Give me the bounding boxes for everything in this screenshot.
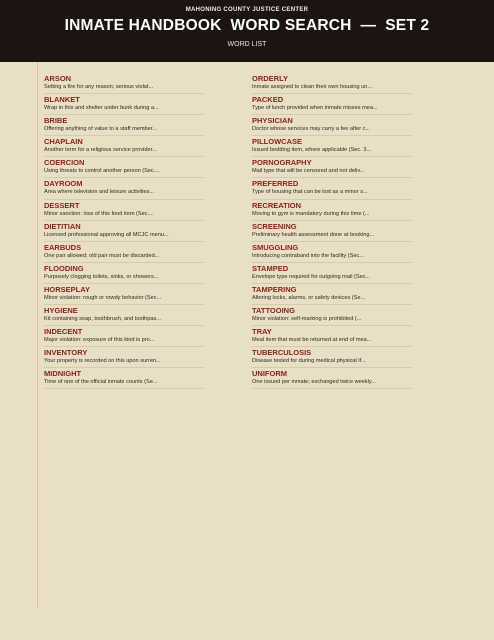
word-clue: Minor violation: rough or rowdy behavior (Sec... <box>44 294 162 301</box>
word-clue: One pair allowed; old pair must be discarded... <box>44 252 160 259</box>
word-term: HYGIENE <box>44 306 78 316</box>
word-term: SMUGGLING <box>252 242 299 252</box>
word-term: PACKED <box>252 95 284 105</box>
word-clue: Altering locks, alarms, or safety devices (Se... <box>252 294 366 301</box>
word-entry <box>252 284 412 305</box>
word-term: PREFERRED <box>252 179 299 189</box>
word-entry <box>44 178 204 199</box>
word-term: UNIFORM <box>252 369 287 379</box>
word-term: BLANKET <box>44 95 80 105</box>
word-entry <box>44 136 204 157</box>
word-clue: Meal item that must be returned at end of mea... <box>252 337 372 344</box>
word-entry <box>252 178 412 199</box>
word-term: SCREENING <box>252 221 297 231</box>
word-term: INDECENT <box>44 327 83 337</box>
word-term: TATTOOING <box>252 306 295 316</box>
word-clue: Preliminary health assessment done at booking... <box>252 231 375 238</box>
word-entry <box>252 326 412 347</box>
word-entry <box>252 347 412 368</box>
word-entry <box>252 136 412 157</box>
word-entry <box>44 73 204 94</box>
word-term: COERCION <box>44 158 85 168</box>
word-entry <box>252 73 412 94</box>
word-clue: Disease tested for during medical physical if... <box>252 358 366 365</box>
word-clue: Minor violation: self-marking is prohibited (... <box>252 316 362 323</box>
word-clue: Mail type that will be censored and not deliv... <box>252 168 365 175</box>
word-clue: Using threats to control another person (Sec.... <box>44 168 160 175</box>
word-term: EARBUDS <box>44 242 82 252</box>
page-subtitle: WORD LIST <box>227 41 267 48</box>
left-margin-rule <box>37 62 38 608</box>
word-clue: Issued bedding item, where applicable (Sec. 3... <box>252 147 372 154</box>
word-clue: Offering anything of value to a staff member... <box>44 126 157 133</box>
word-clue: Minor sanction: loss of this food item (Sec.... <box>44 210 154 217</box>
word-clue: Time of one of the official inmate counts (Se... <box>44 379 158 386</box>
word-entry <box>44 347 204 368</box>
word-term: CHAPLAIN <box>44 137 83 147</box>
word-entry <box>252 242 412 263</box>
word-term: HORSEPLAY <box>44 284 90 294</box>
word-term: DAYROOM <box>44 179 83 189</box>
page-title: INMATE HANDBOOK WORD SEARCH — SET 2 <box>64 17 430 34</box>
word-term: PHYSICIAN <box>252 116 293 126</box>
word-clue: Your property is recorded on this upon surren... <box>44 358 161 365</box>
word-clue: Purposely clogging toilets, sinks, or showers... <box>44 273 159 280</box>
word-entry <box>44 305 204 326</box>
word-clue: Envelope type required for outgoing mail (Sec... <box>252 273 371 280</box>
word-term: TAMPERING <box>252 284 297 294</box>
word-term: INVENTORY <box>44 348 88 358</box>
word-clue: Major violation: exposure of this kind is pro... <box>44 337 155 344</box>
word-entry <box>44 157 204 178</box>
word-entry <box>252 115 412 136</box>
word-entry <box>44 284 204 305</box>
word-term: ARSON <box>44 74 72 83</box>
word-term: MIDNIGHT <box>44 369 82 379</box>
word-term: PORNOGRAPHY <box>252 158 312 168</box>
word-term: DESSERT <box>44 200 80 210</box>
page-header <box>0 0 494 62</box>
word-clue: Another term for a religious service provider... <box>44 147 157 154</box>
word-list-right-column <box>252 73 412 389</box>
word-clue: Introducing contraband into the facility (Sec... <box>252 252 364 259</box>
word-clue: Inmate assigned to clean their own housing un... <box>252 84 373 90</box>
word-clue: Area where television and leisure activities... <box>44 189 155 196</box>
word-clue: Setting a fire for any reason; serious violat... <box>44 84 154 90</box>
word-entry <box>252 305 412 326</box>
word-list-left-column <box>44 73 204 389</box>
word-term: DIETITIAN <box>44 221 81 231</box>
word-entry <box>252 157 412 178</box>
word-term: STAMPED <box>252 263 289 273</box>
word-entry <box>44 115 204 136</box>
word-clue: Wrap in this and shelter under bunk during a... <box>44 105 159 112</box>
word-entry <box>252 200 412 221</box>
word-term: BRIBE <box>44 116 68 126</box>
word-clue: Kit containing soap, toothbrush, and toothpas... <box>44 316 161 323</box>
word-entry <box>44 200 204 221</box>
word-entry <box>44 368 204 389</box>
word-entry <box>252 368 412 389</box>
word-term: PILLOWCASE <box>252 137 302 147</box>
word-entry <box>252 221 412 242</box>
word-clue: Licensed professional approving all MCJC menu... <box>44 231 169 238</box>
word-entry <box>252 94 412 115</box>
word-entry <box>252 263 412 284</box>
word-term: TUBERCULOSIS <box>252 348 312 358</box>
word-term: FLOODING <box>44 263 84 273</box>
word-entry <box>44 94 204 115</box>
word-clue: Doctor whose services may carry a fee after c... <box>252 126 371 133</box>
word-entry <box>44 263 204 284</box>
word-clue: Type of lunch provided when inmate misses mea... <box>252 105 378 112</box>
word-clue: Type of housing that can be lost as a minor s... <box>252 189 368 196</box>
word-term: ORDERLY <box>252 74 288 83</box>
word-clue: One issued per inmate; exchanged twice weekly... <box>252 379 376 386</box>
organization-name: MAHONING COUNTY JUSTICE CENTER <box>185 7 309 13</box>
word-clue: Moving to gym is mandatory during this time (... <box>252 210 370 217</box>
word-entry <box>44 221 204 242</box>
word-entry <box>44 326 204 347</box>
word-term: RECREATION <box>252 200 302 210</box>
word-term: TRAY <box>252 327 272 337</box>
word-entry <box>44 242 204 263</box>
